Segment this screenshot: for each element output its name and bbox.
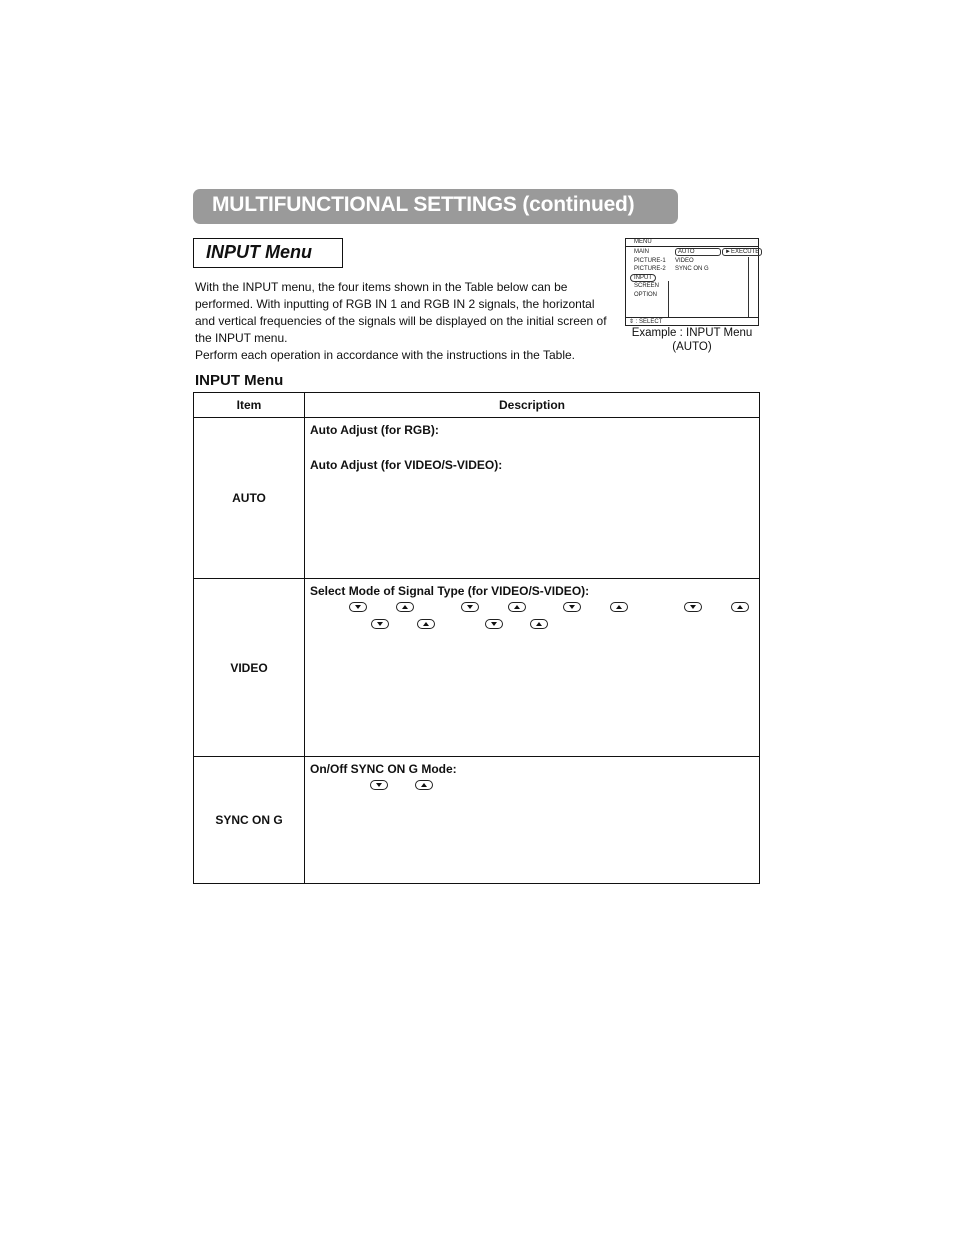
row-item-sync-on-g: SYNC ON G — [194, 757, 305, 884]
desc-heading: Auto Adjust (for RGB): — [310, 423, 439, 437]
osd-right-menu — [675, 248, 721, 274]
up-arrow-button-icon — [415, 780, 433, 790]
desc-heading: On/Off SYNC ON G Mode: — [310, 762, 457, 776]
osd-menu-item: OPTION — [634, 291, 658, 298]
column-header-item: Item — [194, 393, 305, 418]
up-arrow-button-icon — [508, 602, 526, 612]
table-title: INPUT Menu — [195, 372, 284, 389]
osd-left-menu — [634, 248, 666, 300]
osd-menu-item: PICTURE-1 — [634, 257, 666, 264]
osd-menu-item: SCREEN — [634, 283, 660, 290]
down-arrow-button-icon — [371, 619, 389, 629]
table-header-row — [194, 393, 760, 418]
table-row — [194, 418, 760, 579]
desc-heading: Auto Adjust (for VIDEO/S-VIDEO): — [310, 458, 503, 472]
down-arrow-button-icon — [563, 602, 581, 612]
down-arrow-button-icon — [349, 602, 367, 612]
intro-paragraph-2: Perform each operation in accordance with the instructions in the Table. — [195, 348, 575, 362]
row-description — [305, 418, 760, 579]
input-menu-table — [193, 392, 760, 884]
button-row — [310, 778, 753, 795]
osd-menu-item: MAIN — [634, 249, 649, 255]
up-arrow-button-icon — [610, 602, 628, 612]
up-arrow-button-icon — [396, 602, 414, 612]
osd-submenu-item: VIDEO — [675, 257, 694, 264]
section-heading: INPUT Menu — [206, 242, 312, 262]
osd-menu-item: PICTURE-2 — [634, 266, 666, 273]
up-arrow-button-icon — [530, 619, 548, 629]
section-heading-box — [193, 238, 343, 268]
table-row — [194, 579, 760, 757]
osd-submenu-item-selected: AUTO — [675, 248, 721, 257]
intro-text — [195, 279, 610, 364]
row-description — [305, 757, 760, 884]
down-arrow-button-icon — [461, 602, 479, 612]
row-description — [305, 579, 760, 757]
row-item-auto: AUTO — [194, 418, 305, 579]
row-item-video: VIDEO — [194, 579, 305, 757]
osd-submenu-item: SYNC ON G — [675, 266, 709, 273]
page-title-banner — [193, 189, 678, 224]
column-header-description: Description — [305, 393, 760, 418]
down-arrow-button-icon — [485, 619, 503, 629]
osd-menu-example — [625, 238, 759, 326]
up-arrow-button-icon — [731, 602, 749, 612]
osd-header: MENU — [626, 239, 758, 247]
down-arrow-button-icon — [684, 602, 702, 612]
osd-divider — [668, 281, 669, 317]
button-row — [310, 600, 753, 617]
page-title: MULTIFUNCTIONAL SETTINGS (continued) — [212, 193, 635, 216]
osd-execute-label: ►EXECUTE — [722, 248, 762, 256]
osd-menu-item-selected: INPUT — [634, 274, 666, 283]
up-arrow-button-icon — [417, 619, 435, 629]
table-row — [194, 757, 760, 884]
osd-caption: Example : INPUT Menu (AUTO) — [631, 327, 753, 353]
osd-divider — [748, 257, 749, 317]
osd-footer: ⇕ : SELECT — [626, 317, 758, 326]
desc-heading: Select Mode of Signal Type (for VIDEO/S-VIDEO): — [310, 584, 590, 598]
down-arrow-button-icon — [370, 780, 388, 790]
button-row — [310, 617, 753, 634]
intro-paragraph-1: With the INPUT menu, the four items shown in the Table below can be performed. With inputting of RGB IN 1 and RGB IN 2 signals, the horizontal and vertical frequencies of the signals will be displayed on the initial screen of the INPUT menu. — [195, 280, 607, 345]
